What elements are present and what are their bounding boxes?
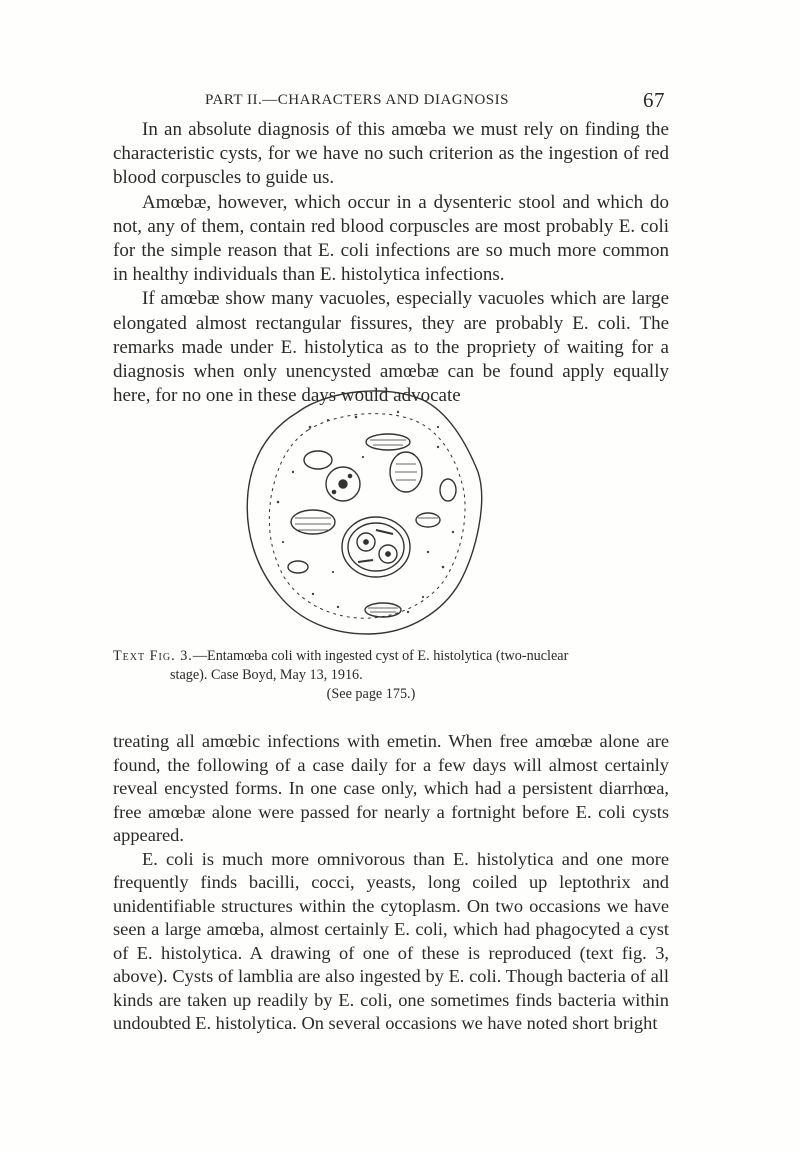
caption-reference: (See page 175.) <box>326 686 416 702</box>
running-head-title: PART II.—CHARACTERS AND DIAGNOSIS <box>205 92 509 108</box>
paragraph: In an absolute diagnosis of this amœba we must rely on finding the characteristic cysts, for we have no such criterion as the ingestion of red blood corpuscles to guide us. <box>113 119 669 189</box>
text-block-bottom <box>113 730 669 1036</box>
running-head <box>205 88 665 112</box>
text-block-top <box>113 118 669 408</box>
page-number: 67 <box>643 88 665 112</box>
caption-text: —Entamœba coli with ingested cyst of E. histolytica (two-nuclear <box>192 648 569 664</box>
figure-caption <box>113 647 669 704</box>
paragraph: If amœbæ show many vacuoles, especially vacuoles which are large elongated almost rectangular fissures, they are probably E. coli. The remarks made under E. histolytica as to the propriety of waiting for a diagnosis when only unencysted amœbæ can be found apply equally here, for no one in these days would advocate <box>113 288 669 407</box>
paragraph: Amœbæ, however, which occur in a dysenteric stool and which do not, any of them, contain red blood corpuscles are most probably E. coli for the simple reason that E. coli infections are so much more common in healthy individuals than E. histolytica infections. <box>113 191 669 286</box>
figure-entamoeba-coli-drawing <box>238 372 500 646</box>
caption-label: Text Fig. 3. <box>113 648 193 664</box>
paragraph: E. coli is much more omnivorous than E. histolytica and one more frequently finds bacilli, cocci, yeasts, long coiled up leptothrix and unidentifiable structures within the cytoplasm. On two occasions we have seen a large amœba, almost certainly E. coli, which had phagocyted a cyst of E. histolytica. A drawing of one of these is reproduced (text fig. 3, above). Cysts of lamblia are also ingested by E. coli. Though bacteria of all kinds are taken up readily by E. coli, one sometimes finds bacteria within undoubted E. histolytica. On several occasions we have noted short bright <box>113 848 669 1033</box>
amoeba-illustration <box>238 372 500 646</box>
paragraph: treating all amœbic infections with emetin. When free amœbæ alone are found, the following of a case daily for a few days will almost certainly reveal encysted forms. In one case only, which had a persistent diarrhœa, free amœbæ alone were passed for nearly a fortnight before E. coli cysts appeared. <box>113 731 669 845</box>
caption-text-line2: stage). Case Boyd, May 13, 1916. <box>170 667 363 683</box>
